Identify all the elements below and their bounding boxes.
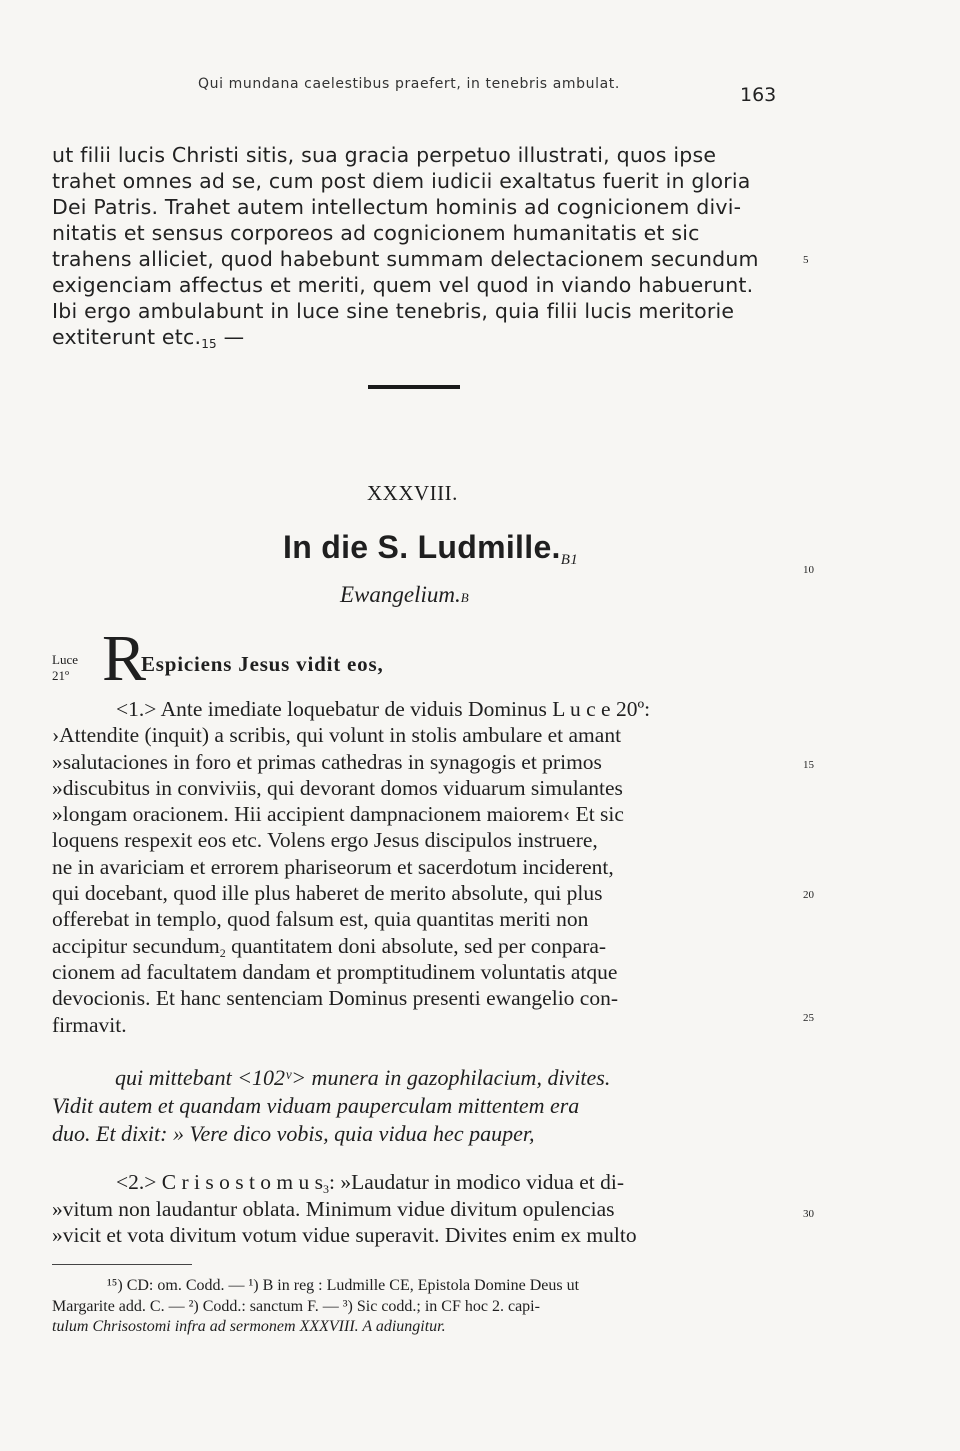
footnote-line: Margarite add. C. — ²) Codd.: sanctum F. — ³) Sic codd.; in CF hoc 2. capi- bbox=[52, 1297, 540, 1315]
line-number: 10 bbox=[803, 564, 814, 576]
footnote-divider bbox=[52, 1264, 192, 1265]
drop-initial: R bbox=[102, 622, 147, 695]
margin-reference-book: Luce bbox=[52, 652, 78, 667]
footnote-line: tulum Chrisostomi infra ad sermonem XXXVIII. A adiungitur. bbox=[52, 1318, 446, 1335]
footnote-marker: B bbox=[460, 590, 469, 605]
footnote-marker: B1 bbox=[560, 552, 578, 568]
verse-line: qui mittebant <102ᵛ> munera in gazophilacium, divites. bbox=[115, 1065, 611, 1090]
gospel-verse bbox=[52, 1064, 787, 1148]
footnotes bbox=[52, 1276, 787, 1338]
footnote-line: ¹⁵) CD: om. Codd. — ¹) B in reg : Ludmille CE, Epistola Domine Deus ut bbox=[107, 1277, 580, 1294]
text-line: »vicit et vota divitum votum vidue superavit. Divites enim ex multo bbox=[52, 1223, 637, 1247]
text-line: »discubitus in conviviis, qui devorant domos viduarum simulantes bbox=[52, 775, 623, 800]
text-line: firmavit. bbox=[52, 1012, 127, 1037]
incipit-text: Espiciens Jesus vidit eos, bbox=[141, 652, 384, 676]
text-line bbox=[52, 1169, 787, 1196]
text-line: devocionis. Et hanc sentenciam Dominus presenti ewangelio con- bbox=[52, 986, 619, 1011]
text-line: ›Attendite (inquit) a scribis, qui volunt in stolis ambulare et amant bbox=[52, 723, 622, 748]
page-number: 163 bbox=[740, 84, 777, 106]
text-line: loquens respexit eos etc. Volens ergo Jesus discipulos instruere, bbox=[52, 828, 598, 853]
text-fragment: extiterunt etc. bbox=[52, 325, 202, 349]
running-head: Qui mundana caelestibus praefert, in tenebris ambulat. bbox=[198, 76, 620, 92]
gospel-label-text: Ewangelium. bbox=[340, 582, 461, 607]
footnote-marker: 2 bbox=[219, 945, 226, 960]
text-line: »salutaciones in foro et primas cathedras in synagogis et primos bbox=[52, 749, 602, 774]
text-line: cionem ad facultatem dandam et promptitudinem voluntatis atque bbox=[52, 959, 618, 984]
text-line: exigenciam affectus et meriti, quem vel quod in viando habuerunt. bbox=[52, 273, 754, 297]
text-fragment: : »Laudatur in modico vidua et di- bbox=[329, 1170, 624, 1194]
text-fragment: <2.> C r i s o s t o m u s bbox=[116, 1170, 324, 1194]
continuation-text bbox=[52, 142, 787, 350]
text-fragment: — bbox=[216, 325, 245, 349]
footnote-marker: 15 bbox=[201, 337, 217, 351]
text-line: qui docebant, quod ille plus haberet de merito absolute, qui plus bbox=[52, 881, 603, 906]
commentary-section-1 bbox=[52, 696, 787, 1038]
section-title bbox=[283, 529, 578, 569]
section-divider bbox=[368, 385, 460, 389]
text-line: offerebat in templo, quod falsum est, quia quantitas meriti non bbox=[52, 907, 589, 932]
line-number: 20 bbox=[803, 889, 814, 901]
text-line: »longam oracionem. Hii accipient dampnacionem maiorem‹ Et sic bbox=[52, 802, 624, 827]
text-line bbox=[52, 933, 787, 959]
verse-line: Vidit autem et quandam viduam pauperculam mittentem era bbox=[52, 1093, 580, 1118]
text-line: Ibi ergo ambulabunt in luce sine tenebris, quia filii lucis meritorie bbox=[52, 299, 735, 323]
line-number: 5 bbox=[803, 254, 809, 266]
text-line: Dei Patris. Trahet autem intellectum hominis ad cognicionem divi- bbox=[52, 195, 742, 219]
text-fragment: accipitur secundum bbox=[52, 933, 220, 958]
margin-reference bbox=[52, 652, 92, 684]
text-line: trahens alliciet, quod habebunt summam delectacionem secundum bbox=[52, 247, 759, 271]
chapter-number: XXXVIII. bbox=[367, 481, 458, 505]
gospel-label bbox=[340, 582, 469, 608]
text-line: ne in avariciam et errorem phariseorum et sacerdotum inciderent, bbox=[52, 854, 614, 879]
commentary-section-2 bbox=[52, 1169, 787, 1249]
text-line: »vitum non laudantur oblata. Minimum vidue divitum opulencias bbox=[52, 1196, 615, 1221]
line-number: 15 bbox=[803, 759, 814, 771]
text-line: nitatis et sensus corporeos ad cognicionem humanitatis et sic bbox=[52, 221, 700, 245]
text-line bbox=[52, 324, 787, 350]
text-line: <1.> Ante imediate loquebatur de viduis Dominus L u c e 20º: bbox=[116, 697, 651, 721]
line-number: 30 bbox=[803, 1208, 814, 1220]
section-title-text: In die S. Ludmille. bbox=[283, 529, 561, 565]
verse-line: duo. Et dixit: » Vere dico vobis, quia vidua hec pauper, bbox=[52, 1121, 535, 1146]
text-fragment: quantitatem doni absolute, sed per conpara- bbox=[225, 933, 607, 958]
line-number: 25 bbox=[803, 1012, 814, 1024]
text-line: ut filii lucis Christi sitis, sua gracia perpetuo illustrati, quos ipse bbox=[52, 143, 717, 167]
text-line: trahet omnes ad se, cum post diem iudicii exaltatus fuerit in gloria bbox=[52, 169, 751, 193]
footnote-marker: 3 bbox=[323, 1182, 330, 1196]
margin-reference-chapter: 21º bbox=[52, 668, 70, 683]
